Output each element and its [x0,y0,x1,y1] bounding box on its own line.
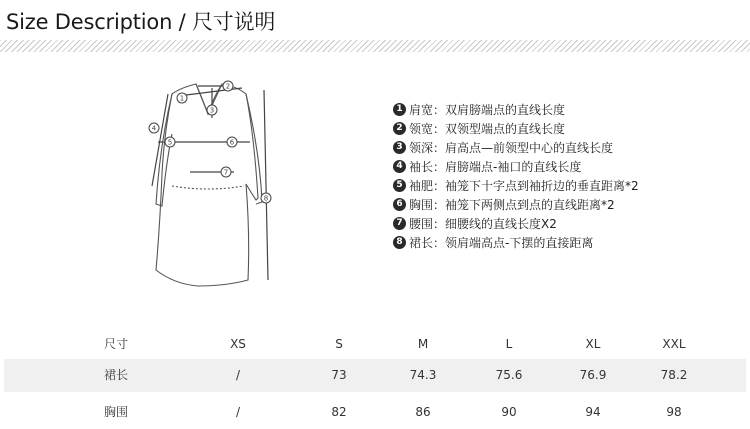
legend-text: 袖肥：袖笼下十字点到袖折边的垂直距离*2 [409,178,639,193]
number-badge: 8 [393,236,406,249]
number-badge: 4 [393,160,406,173]
legend-item [393,100,565,118]
table-header-cell: S [335,337,343,351]
legend-text: 领深：肩高点—前领型中心的直线长度 [409,140,614,155]
diagram-marker-label: 6 [229,138,235,147]
dress-outline [156,84,258,286]
table-row [4,359,746,392]
table-header-cell: L [505,337,513,351]
legend-item [393,195,615,213]
table-row [4,396,746,429]
legend-text: 袖长：肩膀端点-袖口的直线长度 [409,159,582,174]
table-header-cell: XL [585,337,601,351]
legend-item [393,233,593,251]
table-cell: 76.9 [579,368,607,382]
diagram-marker-label: 7 [223,168,229,177]
number-badge: 1 [393,103,406,116]
number-badge: 2 [393,122,406,135]
table-cell: 裙长 [103,368,129,382]
table-cell: 94 [585,405,601,419]
legend-item [393,119,565,137]
legend-text: 腰围：细腰线的直线长度X2 [409,216,557,231]
legend-text: 裙长：领肩端高点-下摆的直接距离 [409,235,594,250]
table-cell: 86 [415,405,431,419]
number-badge: 6 [393,198,406,211]
table-header-row [4,328,746,361]
dress-diagram [138,74,284,290]
table-header-cell: M [417,337,429,351]
legend-text: 胸围：袖笼下两侧点到点的直线距离*2 [409,197,615,212]
legend-item [393,157,581,175]
waist-line [172,186,244,189]
table-header-cell: XS [230,337,246,351]
page-title: Size Description / 尺寸说明 [6,10,276,34]
diagram-marker-label: 1 [179,94,185,103]
table-cell: / [235,405,241,419]
legend-item [393,176,639,194]
diagram-marker-label: 5 [167,138,173,147]
legend-item [393,214,557,232]
diagram-marker-label: 4 [151,124,157,133]
diagram-marker-label: 3 [209,106,215,115]
hatch-divider [0,40,750,52]
table-cell: 90 [501,405,517,419]
number-badge: 7 [393,217,406,230]
table-cell: 73 [331,368,347,382]
table-cell: 82 [331,405,347,419]
table-cell: 75.6 [495,368,523,382]
legend-text: 肩宽：双肩膀端点的直线长度 [409,102,566,117]
diagram-marker-label: 8 [263,194,269,203]
table-cell: / [235,368,241,382]
table-cell: 78.2 [660,368,688,382]
size-table [4,328,750,429]
legend-text: 领宽：双领型端点的直线长度 [409,121,566,136]
table-cell: 98 [666,405,682,419]
number-badge: 5 [393,179,406,192]
table-cell: 74.3 [409,368,437,382]
table-header-cell: 尺寸 [103,337,129,351]
diagram-marker-label: 2 [225,82,231,91]
number-badge: 3 [393,141,406,154]
legend-item [393,138,613,156]
table-cell: 胸围 [103,405,129,419]
table-header-cell: XXL [662,337,686,351]
